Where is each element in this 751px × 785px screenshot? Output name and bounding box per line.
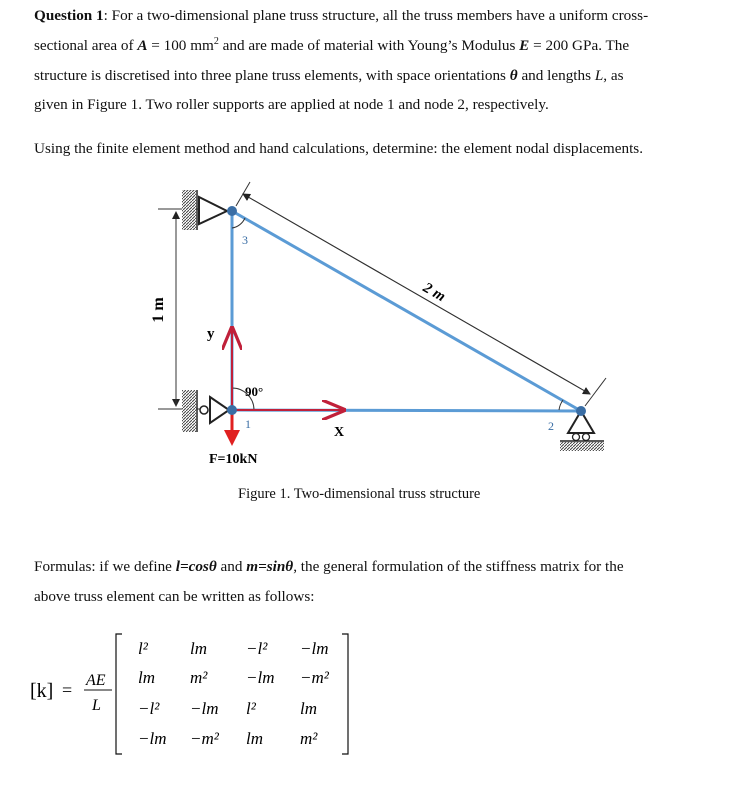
wall-support-node-3 [182, 190, 227, 230]
matrix-cell: −m² [300, 668, 329, 687]
angle-arc-node-3 [232, 218, 245, 228]
roller-support-node-2 [560, 411, 604, 451]
modulus-symbol: E [519, 37, 530, 54]
text-seg: sectional area of [34, 37, 138, 54]
matrix-cell: l² [138, 639, 148, 658]
matrix-cell: −m² [190, 729, 219, 748]
axis-x-label: X [334, 425, 345, 440]
matrix-cell: lm [190, 639, 207, 658]
matrix-cell: lm [138, 668, 155, 687]
matrix-cell: −lm [190, 699, 219, 718]
matrix-cell: m² [300, 729, 318, 748]
matrix-cells [138, 639, 330, 748]
matrix-cell: −lm [138, 729, 167, 748]
angle-arc-node-2 [559, 400, 563, 410]
fraction-numerator: AE [86, 672, 106, 689]
node-3-point [227, 206, 237, 216]
modulus-value: = 200 GPa. The [529, 37, 630, 54]
stiffness-matrix [30, 630, 360, 760]
area-symbol: A [137, 37, 148, 54]
text-seg: Formulas: if we define [34, 558, 176, 575]
matrix-cell: −l² [138, 699, 160, 718]
task-line: Using the finite element method and hand calculations, determine: the element nodal displacements. [34, 140, 643, 157]
truss-members [232, 211, 581, 411]
dim-diagonal-label: 2 m [420, 279, 448, 306]
area-exponent: 2 [213, 36, 219, 47]
question-line-3 [34, 68, 624, 83]
node-2-label: 2 [548, 419, 554, 433]
matrix-equals: = [62, 680, 73, 700]
matrix-cell: m² [190, 668, 208, 687]
text-seg: and are made of material with Young’s Modulus [218, 37, 520, 54]
dimension-vertical [150, 209, 200, 409]
theta-symbol: θ [509, 67, 518, 84]
question-label: Question 1 [34, 7, 104, 24]
question-line-4: given in Figure 1. Two roller supports are applied at node 1 and node 2, respectively. [34, 96, 549, 113]
left-bracket [116, 634, 122, 754]
question-text-1: : For a two-dimensional plane truss structure, all the truss members have a uniform cross- [103, 7, 649, 24]
force-label: F=10kN [209, 452, 258, 467]
member-diagonal [232, 211, 581, 411]
text-seg: , the general formulation of the stiffness matrix for the [293, 558, 624, 575]
node-2-point [576, 406, 586, 416]
matrix-cell: l² [246, 699, 256, 718]
matrix-cell: −lm [246, 668, 275, 687]
matrix-lhs: [k] [30, 680, 54, 702]
area-value: = 100 mm [147, 37, 214, 54]
figure-caption: Figure 1. Two-dimensional truss structure [238, 486, 481, 502]
text-seg: , as [603, 67, 624, 84]
question-line-1 [34, 8, 648, 23]
node-1-label: 1 [245, 417, 251, 431]
text-seg: and [216, 558, 247, 575]
dimension-diagonal [236, 182, 606, 406]
length-symbol: L [594, 67, 604, 84]
truss-figure [0, 170, 751, 490]
question-line-2 [34, 38, 629, 53]
node-1-point [227, 405, 237, 415]
axis-y-label: y [207, 326, 215, 342]
matrix-cell: lm [300, 699, 317, 718]
node-3-label: 3 [242, 233, 248, 247]
formula-intro-line-2: above truss element can be written as follows: [34, 588, 315, 605]
formula-intro-line-1 [34, 559, 624, 574]
right-bracket [342, 634, 348, 754]
wall-support-node-1 [182, 390, 229, 432]
l-definition: l=cosθ [175, 558, 217, 575]
dim-vertical-label: 1 m [150, 297, 167, 323]
m-definition: m=sinθ [246, 558, 294, 575]
matrix-cell: lm [246, 729, 263, 748]
angle-label: 90° [245, 384, 264, 399]
axes [207, 326, 344, 440]
text-seg: structure is discretised into three plane truss elements, with space orientations [34, 67, 510, 84]
matrix-cell: −l² [246, 639, 268, 658]
text-seg: and lengths [517, 67, 595, 84]
matrix-cell: −lm [300, 639, 329, 658]
fraction-denominator: L [92, 697, 101, 714]
